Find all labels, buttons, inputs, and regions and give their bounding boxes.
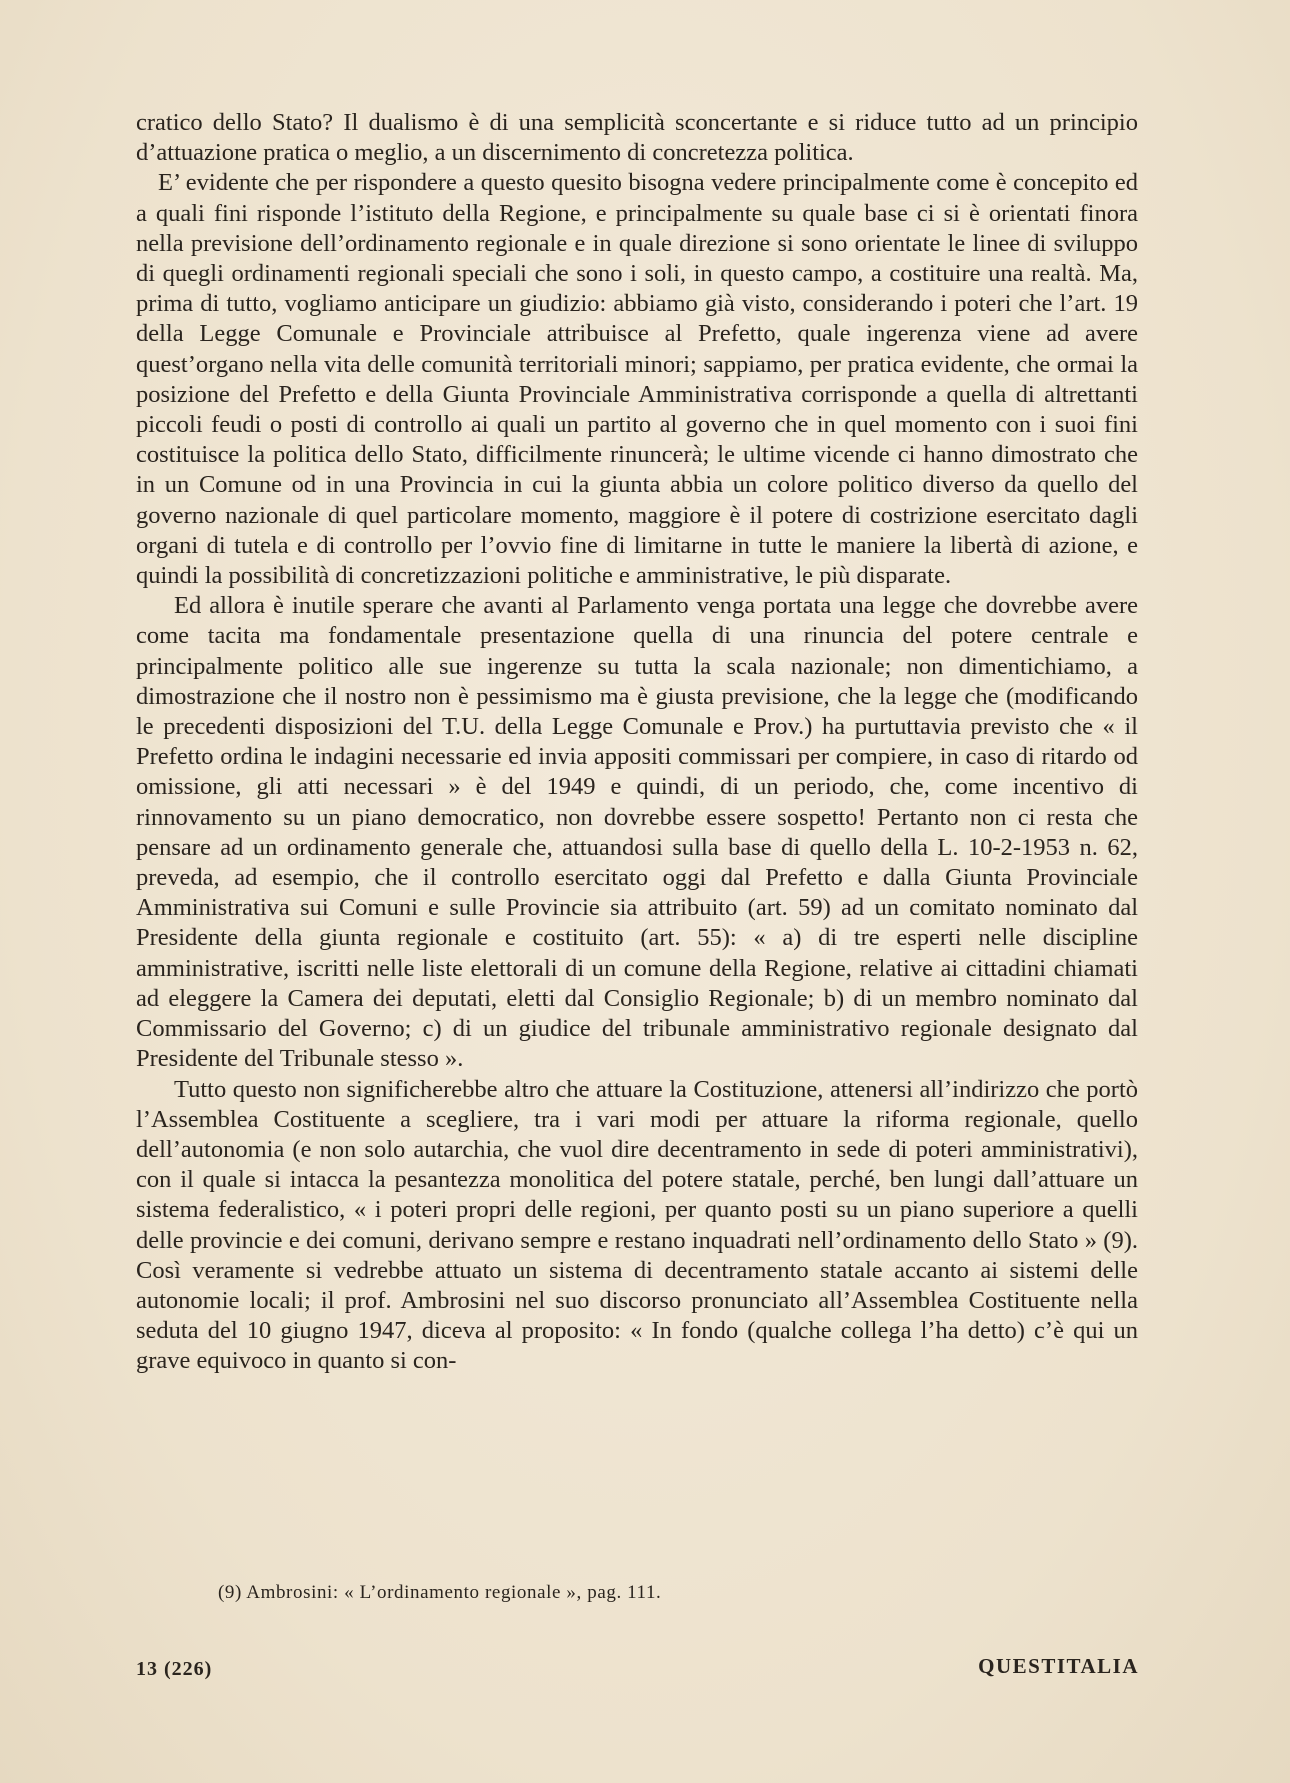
paragraph: E’ evidente che per rispondere a questo quesito bisogna vedere principalmente come è concepito ed a quali fini risponde l’istituto della Regione, e principalmente su quale base ci si è orientati finora nella previsione dell’ordinamento regionale e in quale direzione si sono orientate le linee di sviluppo di quegli ordinamenti regionali speciali che sono i soli, in questo campo, a costituire una realtà. Ma, prima di tutto, vogliamo anticipare un giudizio: abbiamo già visto, considerando i poteri che l’art. 19 della Legge Comunale e Provinciale attribuisce al Prefetto, quale ingerenza viene ad avere quest’organo nella vita delle comunità territoriali minori; sappiamo, per pratica evidente, che ormai la posizione del Prefetto e della Giunta Provinciale Amministrativa corrisponde a quella di altrettanti piccoli feudi o posti di controllo ai quali un partito al governo che in quel momento con i suoi fini costituisce la politica dello Stato, difficilmente rinuncerà; le ultime vicende ci hanno dimostrato che in un Comune od in una Provincia in cui la giunta abbia un colore politico diverso da quello del governo nazionale di quel particolare momento, maggiore è il potere di costrizione esercitato dagli organi di tutela e di controllo per l’ovvio fine di limitarne in tutte le maniere la libertà di azione, e quindi la possibilità di concretizzazioni politiche e amministrative, le più disparate.: [136, 169, 1138, 590]
page-number: 13 (226): [136, 1658, 213, 1680]
paragraph: Tutto questo non significherebbe altro che attuare la Costituzione, attenersi all’indirizzo che portò l’Assemblea Costituente a scegliere, tra i vari modi per attuare la riforma regionale, quello dell’autonomia (e non solo autarchia, che vuol dire decentramento in sede di poteri amministrativi), con il quale si intacca la pesantezza monolitica del potere statale, perché, ben lungi dall’attuare un sistema federalistico, « i poteri propri delle regioni, per quanto posti su un piano superiore a quelli delle provincie e dei comuni, derivano sempre e restano inquadrati nell’ordinamento dello Stato » (9). Così veramente si vedrebbe attuato un sistema di decentramento statale accanto ai sistemi delle autonomie locali; il prof. Ambrosini nel suo discorso pronunciato all’Assemblea Costituente nella seduta del 10 giugno 1947, diceva al proposito: « In fondo (qualche collega l’ha detto) c’è qui un grave equivoco in quanto si con-: [136, 1075, 1138, 1375]
journal-title: QUESTITALIA: [978, 1654, 1139, 1678]
footnote: (9) Ambrosini: « L’ordinamento regionale », pag. 111.: [218, 1582, 662, 1603]
paragraph-continuation: cratico dello Stato? Il dualismo è di una semplicità sconcertante e si riduce tutto ad un principio d’attuazione pratica o meglio, a un discernimento di concretezza politica.: [136, 109, 1138, 167]
paragraph: Ed allora è inutile sperare che avanti al Parlamento venga portata una legge che dovrebbe avere come tacita ma fondamentale presentazione quella di una rinuncia del potere centrale e principalmente politico alle sue ingerenze su tutta la scala nazionale; non dimentichiamo, a dimostrazione che il nostro non è pessimismo ma è giusta previsione, che la legge che (modificando le precedenti disposizioni del T.U. della Legge Comunale e Prov.) ha purtuttavia previsto che « il Prefetto ordina le indagini necessarie ed invia appositi commissari per compiere, in caso di ritardo od omissione, gli atti necessari » è del 1949 e quindi, di un periodo, che, come incentivo di rinnovamento su un piano democratico, non dovrebbe essere sospetto! Pertanto non ci resta che pensare ad un ordinamento generale che, attuandosi sulla base di quello della L. 10-2-1953 n. 62, preveda, ad esempio, che il controllo esercitato oggi dal Prefetto e dalla Giunta Provinciale Amministrativa sui Comuni e sulle Provincie sia attribuito (art. 59) ad un comitato nominato dal Presidente della giunta regionale e costituito (art. 55): « a) di tre esperti nelle discipline amministrative, iscritti nelle liste elettorali di un comune della Regione, relative ai cittadini chiamati ad eleggere la Camera dei deputati, eletti dal Consiglio Regionale; b) di un membro nominato dal Commissario del Governo; c) di un giudice del tribunale amministrativo regionale designato dal Presidente del Tribunale stesso ».: [136, 592, 1138, 1073]
body-text: [136, 108, 1138, 1377]
